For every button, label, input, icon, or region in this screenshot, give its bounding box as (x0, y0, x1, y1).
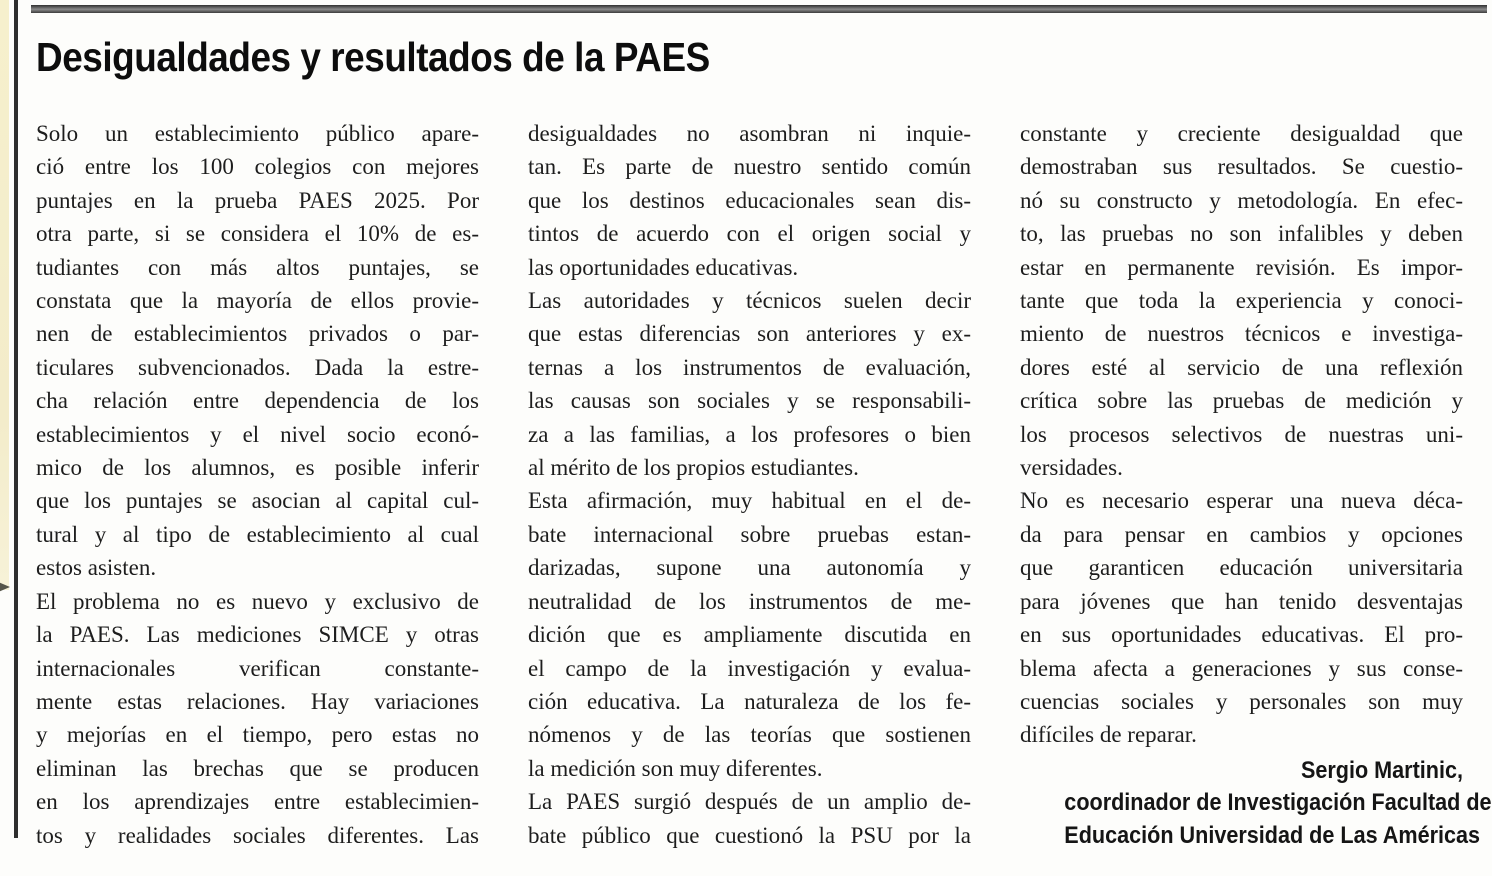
text-line: Solo un establecimiento público apare- (36, 121, 479, 146)
author-affiliation: Educación Universidad de Las Américas (1064, 821, 1481, 849)
text-line: las causas son sociales y se responsabili- (528, 388, 971, 414)
text-line: el campo de la investigación y evalua- (528, 655, 971, 681)
author-name: Sergio Martinic, (1300, 756, 1463, 784)
text-line: ción educativa. La naturaleza de los fe- (528, 688, 971, 714)
text-line: para jóvenes que han tenido desventajas (1020, 588, 1463, 614)
text-line: crítica sobre las pruebas de medición y (1020, 388, 1463, 414)
text-line: neutralidad de los instrumentos de me- (528, 588, 971, 614)
text-line: Esta afirmación, muy habitual en el de- (528, 488, 971, 514)
text-line: nó su constructo y metodología. En efec- (1020, 187, 1463, 213)
text-line: en sus oportunidades educativas. El pro- (1020, 622, 1463, 648)
author-signature (1064, 755, 1492, 853)
text-line: El problema no es nuevo y exclusivo de (36, 588, 479, 614)
text-line: constante y creciente desigualdad que (1020, 121, 1463, 146)
text-line: difíciles de reparar. (1020, 722, 1197, 748)
text-line: al mérito de los propios estudiantes. (528, 455, 859, 481)
text-line: la PAES. Las mediciones SIMCE y otras (36, 622, 479, 648)
text-line: que estas diferencias son anteriores y ex- (528, 321, 971, 347)
text-line: za a las familias, a los profesores o bien (528, 421, 971, 447)
text-line: tudiantes con más altos puntajes, se (36, 254, 479, 280)
text-line: puntajes en la prueba PAES 2025. Por (36, 187, 479, 213)
article-columns (36, 117, 1492, 853)
text-column (528, 117, 971, 853)
text-line: No es necesario esperar una nueva déca- (1020, 488, 1463, 514)
text-line: da para pensar en cambios y opciones (1020, 521, 1463, 547)
text-line: darizadas, supone una autonomía y (528, 555, 971, 581)
page-margin-strip (0, 0, 9, 590)
text-line: mico de los alumnos, es posible inferir (36, 455, 479, 481)
text-line: versidades. (1020, 455, 1123, 481)
text-line: dición que es ampliamente discutida en (528, 622, 971, 648)
text-line: tan. Es parte de nuestro sentido común (528, 154, 971, 180)
text-line: eliminan las brechas que se producen (36, 755, 479, 781)
text-line: La PAES surgió después de un amplio de- (528, 789, 971, 815)
text-column (1020, 117, 1492, 853)
text-line: ticulares subvencionados. Dada la estre- (36, 354, 479, 380)
text-line: mente estas relaciones. Hay variaciones (36, 688, 479, 714)
text-line: las oportunidades educativas. (528, 254, 799, 280)
text-line: constata que la mayoría de ellos provie- (36, 288, 479, 314)
text-line: la medición son muy diferentes. (528, 755, 823, 781)
text-line: miento de nuestros técnicos e investiga- (1020, 321, 1463, 347)
text-line: que los puntajes se asocian al capital cul- (36, 488, 479, 514)
text-line: tural y al tipo de establecimiento al cual (36, 521, 479, 547)
text-line: los procesos selectivos de nuestras uni- (1020, 421, 1463, 447)
text-line: otra parte, si se considera el 10% de es- (36, 221, 479, 247)
left-column-rule (14, 0, 18, 838)
text-line: Las autoridades y técnicos suelen decir (528, 288, 971, 314)
text-line: tintos de acuerdo con el origen social y (528, 221, 971, 247)
text-line: ternas a los instrumentos de evaluación, (528, 354, 971, 380)
text-line: blema afecta a generaciones y sus conse- (1020, 655, 1463, 681)
text-line: cuencias sociales y personales son muy (1020, 688, 1463, 714)
text-line: estos asisten. (36, 555, 157, 581)
text-line: desigualdades no asombran ni inquie- (528, 121, 971, 146)
text-line: internacionales verifican constante- (36, 655, 479, 681)
text-line: dores esté al servicio de una reflexión (1020, 354, 1463, 380)
text-line: demostraban sus resultados. Se cuestio- (1020, 154, 1463, 180)
text-line: ció entre los 100 colegios con mejores (36, 154, 479, 180)
text-line: estar en permanente revisión. Es impor- (1020, 254, 1463, 280)
article-title: Desigualdades y resultados de la PAES (36, 34, 710, 80)
text-line: to, las pruebas no son infalibles y deben (1020, 221, 1463, 247)
text-line: nómenos y de las teorías que sostienen (528, 722, 971, 748)
author-affiliation: coordinador de Investigación Facultad de (1064, 789, 1492, 817)
text-line: tante que toda la experiencia y conoci- (1020, 288, 1463, 314)
text-line: bate público que cuestionó la PSU por la (528, 822, 971, 848)
text-line: nen de establecimientos privados o par- (36, 321, 479, 347)
text-line: cha relación entre dependencia de los (36, 388, 479, 414)
text-line: bate internacional sobre pruebas estan- (528, 521, 971, 547)
text-line: que garanticen educación universitaria (1020, 555, 1463, 581)
text-line: en los aprendizajes entre establecimien- (36, 789, 479, 815)
text-column (36, 117, 479, 853)
text-line: establecimientos y el nivel socio econó- (36, 421, 479, 447)
text-line: que los destinos educacionales sean dis- (528, 187, 971, 213)
section-top-rule (31, 5, 1487, 13)
text-line: y mejorías en el tiempo, pero estas no (36, 722, 479, 748)
text-line: tos y realidades sociales diferentes. Las (36, 822, 479, 848)
